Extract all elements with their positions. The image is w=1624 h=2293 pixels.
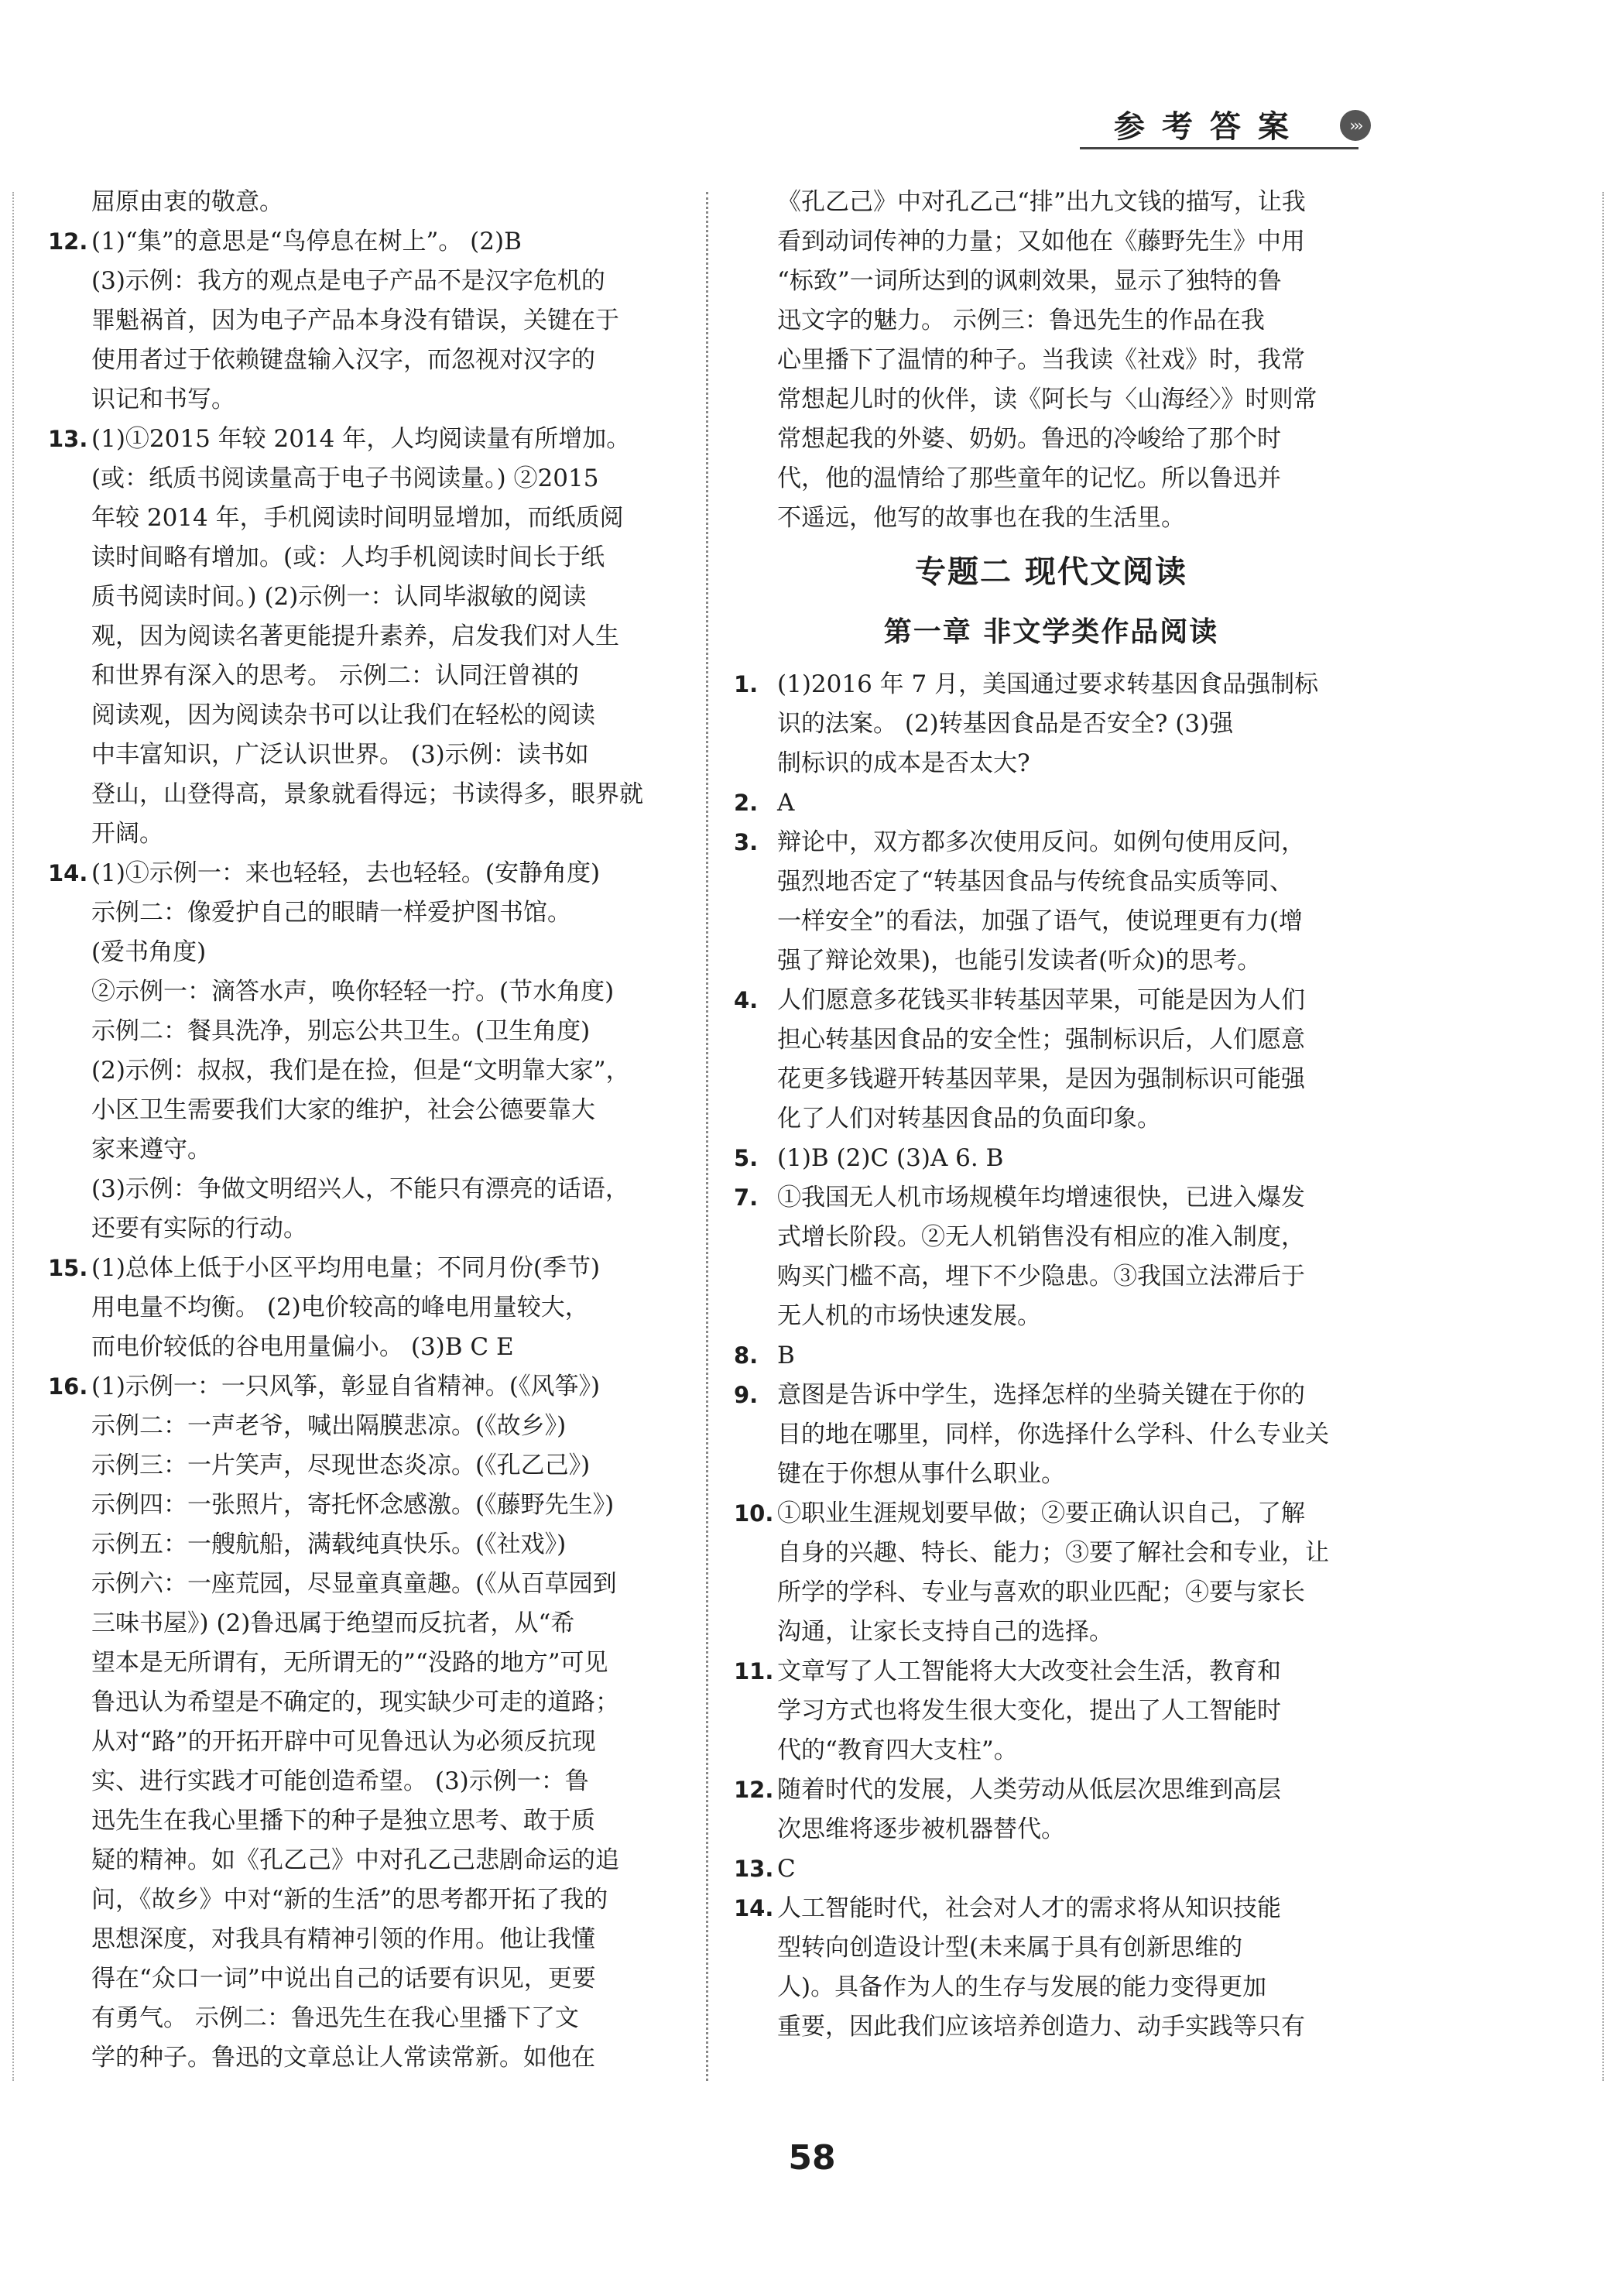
answer-line: 屈原由衷的敬意。 [91, 188, 283, 216]
answer-line: 示例五：一艘航船，满载纯真快乐。(《社戏》) [91, 1530, 567, 1558]
answer-line: (1)2016 年 7 月，美国通过要求转基因食品强制标 [777, 670, 1319, 698]
answer-number: 14. [48, 860, 88, 886]
answer-line: 人)。具备作为人的生存与发展的能力变得更加 [777, 1973, 1267, 2001]
answer-line: 键在于你想从事什么职业。 [777, 1460, 1065, 1488]
answer-number: 3. [734, 829, 759, 855]
answer-line: 制标识的成本是否太大? [777, 749, 1030, 777]
answer-number: 10. [734, 1500, 774, 1527]
answer-number: 11. [734, 1658, 774, 1685]
answer-line: 随着时代的发展，人类劳动从低层次思维到高层 [777, 1776, 1281, 1804]
answer-line: 自身的兴趣、特长、能力；③要了解社会和专业，让 [777, 1539, 1329, 1567]
answer-line: 购买门槛不高，埋下不少隐患。③我国立法滞后于 [777, 1263, 1305, 1290]
answer-line: (3)示例：争做文明绍兴人，不能只有漂亮的话语， [91, 1175, 629, 1203]
column-divider [706, 192, 708, 2081]
answer-line: (2)示例：叔叔，我们是在捡，但是“文明靠大家”， [91, 1057, 630, 1085]
left-column [48, 183, 675, 2078]
answer-line: 罪魁祸首，因为电子产品本身没有错误，关键在于 [91, 307, 619, 334]
answer-line: 人工智能时代，社会对人才的需求将从知识技能 [777, 1894, 1281, 1922]
answer-number: 12. [48, 228, 88, 255]
answer-number: 4. [734, 987, 759, 1013]
answer-item [734, 1139, 1369, 1178]
answer-line: (爱书角度) [91, 938, 207, 966]
answer-item [48, 1249, 675, 1367]
answer-item [734, 1336, 1369, 1376]
answer-line: 望本是无所谓有，无所谓无的”“没路的地方”可见 [91, 1649, 608, 1677]
answer-item [734, 981, 1369, 1139]
answer-number: 1. [734, 671, 759, 697]
section-title: 专题二 现代文阅读 [915, 554, 1187, 590]
answer-line: 花更多钱避开转基因苹果，是因为强制标识可能强 [777, 1065, 1305, 1093]
answer-line: (或：纸质书阅读量高于电子书阅读量。) ②2015 [91, 464, 599, 492]
answer-line: 观，因为阅读名著更能提升素养，启发我们对人生 [91, 622, 619, 650]
answer-line: (1)B (2)C (3)A 6. B [777, 1144, 1004, 1172]
continuation-line: 常想起我的外婆、奶奶。鲁迅的冷峻给了那个时 [777, 425, 1281, 453]
answer-line: C [777, 1855, 796, 1883]
answer-line: 鲁迅认为希望是不确定的，现实缺少可走的道路； [91, 1688, 619, 1716]
continuation-line: 常想起儿时的伙伴，读《阿长与〈山海经〉》时则常 [777, 386, 1317, 413]
answer-line: 一样安全”的看法，加强了语气，使说理更有力(增 [777, 907, 1303, 935]
continuation-line: 看到动词传神的力量；又如他在《藤野先生》中用 [777, 228, 1305, 255]
answer-line: 实、进行实践才可能创造希望。 (3)示例一：鲁 [91, 1767, 589, 1795]
answer-line: 所学的学科、专业与喜欢的职业匹配；④要与家长 [777, 1578, 1305, 1606]
answer-line: 中丰富知识，广泛认识世界。 (3)示例：读书如 [91, 741, 589, 769]
answer-line: 示例六：一座荒园，尽显童真童趣。(《从百草园到 [91, 1570, 617, 1598]
answer-line: 三味书屋》) (2)鲁迅属于绝望而反抗者，从“希 [91, 1609, 575, 1637]
answer-line: 担心转基因食品的安全性；强制标识后，人们愿意 [777, 1026, 1305, 1054]
answer-line: 沟通，让家长支持自己的选择。 [777, 1618, 1113, 1646]
answer-number: 12. [734, 1777, 774, 1803]
answer-line: ②示例一：滴答水声，唤你轻轻一拧。(节水角度) [91, 978, 615, 1006]
answer-line: 示例二：一声老爷，喊出隔膜悲凉。(《故乡》) [91, 1412, 567, 1440]
answer-line: 而电价较低的谷电用量偏小。 (3)B C E [91, 1333, 514, 1361]
answer-line: 识的法案。 (2)转基因食品是否安全? (3)强 [777, 710, 1234, 738]
answer-number: 13. [734, 1856, 774, 1882]
answer-item [734, 823, 1369, 981]
answer-line: 示例二：像爱护自己的眼睛一样爱护图书馆。 [91, 899, 571, 927]
answer-item [734, 1849, 1369, 1889]
answer-line: 登山，山登得高，景象就看得远；书读得多，眼界就 [91, 780, 643, 808]
answer-line: (1)总体上低于小区平均用电量；不同月份(季节) [91, 1254, 601, 1282]
answer-line: 还要有实际的行动。 [91, 1215, 307, 1242]
left-margin-dots [12, 192, 14, 2081]
answer-line: 家来遵守。 [91, 1136, 211, 1164]
answer-line: B [777, 1342, 795, 1369]
answer-line: (1)示例一：一只风筝，彰显自省精神。(《风筝》) [91, 1373, 601, 1400]
answer-line: (1)“集”的意思是“鸟停息在树上”。 (2)B [91, 228, 522, 255]
answer-item [734, 1652, 1369, 1770]
answer-line: 学习方式也将发生很大变化，提出了人工智能时 [777, 1697, 1281, 1725]
answer-number: 8. [734, 1342, 759, 1369]
answer-line: 人们愿意多花钱买非转基因苹果，可能是因为人们 [777, 986, 1305, 1014]
answer-line: 文章写了人工智能将大大改变社会生活，教育和 [777, 1657, 1281, 1685]
answer-item [734, 1889, 1369, 2047]
answer-item [734, 665, 1369, 783]
answer-line: 小区卫生需要我们大家的维护，社会公德要靠大 [91, 1096, 595, 1124]
answer-number: 9. [734, 1382, 759, 1408]
answer-line: 迅先生在我心里播下的种子是独立思考、敢于质 [91, 1807, 595, 1835]
header-underline [1080, 147, 1358, 149]
answer-line: ①职业生涯规划要早做；②要正确认识自己，了解 [777, 1500, 1305, 1527]
answer-line: 型转向创造设计型(未来属于具有创新思维的 [777, 1934, 1243, 1962]
answer-line: 无人机的市场快速发展。 [777, 1302, 1041, 1330]
continuation-line: 《孔乙己》中对孔乙己“排”出九文钱的描写，让我 [777, 188, 1306, 216]
right-column [734, 183, 1369, 2047]
answer-number: 16. [48, 1373, 88, 1400]
answer-line: 重要，因此我们应该培养创造力、动手实践等只有 [777, 2013, 1305, 2041]
answer-line: 年较 2014 年，手机阅读时间明显增加，而纸质阅 [91, 504, 624, 532]
answer-item [48, 420, 675, 854]
answer-item [734, 1178, 1369, 1336]
answer-line: 次思维将逐步被机器替代。 [777, 1815, 1065, 1843]
answer-line: 示例三：一片笑声，尽现世态炎凉。(《孔乙己》) [91, 1452, 591, 1479]
answer-number: 13. [48, 426, 88, 452]
header-title: 参考答案 [1114, 109, 1306, 145]
answer-line: 阅读观，因为阅读杂书可以让我们在轻松的阅读 [91, 701, 595, 729]
answer-line: 示例四：一张照片，寄托怀念感激。(《藤野先生》) [91, 1491, 615, 1519]
answer-line: 式增长阶段。②无人机销售没有相应的准入制度， [777, 1223, 1305, 1251]
answer-line: 代的“教育四大支柱”。 [777, 1736, 1018, 1764]
continuation-line: 代，他的温情给了那些童年的记忆。所以鲁迅并 [777, 464, 1281, 492]
page-header [1080, 102, 1379, 145]
answer-line: 疑的精神。如《孔乙己》中对孔乙己悲剧命运的追 [91, 1846, 619, 1874]
answer-line: 得在“众口一词”中说出自己的话要有识见，更要 [91, 1965, 596, 1993]
answer-line: 读时间略有增加。(或：人均手机阅读时间长于纸 [91, 543, 605, 571]
answer-line: 质书阅读时间。) (2)示例一：认同毕淑敏的阅读 [91, 583, 587, 611]
continuation-text [734, 183, 1369, 538]
answer-number: 14. [734, 1895, 774, 1921]
answer-line: 识记和书写。 [91, 386, 235, 413]
continuation-line: “标致”一词所达到的讽刺效果，显示了独特的鲁 [777, 267, 1282, 295]
answer-line: (3)示例：我方的观点是电子产品不是汉字危机的 [91, 267, 605, 295]
answer-line: 和世界有深入的思考。 示例二：认同汪曾祺的 [91, 662, 579, 690]
answer-line: 从对“路”的开拓开辟中可见鲁迅认为必须反抗现 [91, 1728, 596, 1756]
chapter-title: 第一章 非文学类作品阅读 [883, 616, 1219, 648]
answer-line: 强了辩论效果)，也能引发读者(听众)的思考。 [777, 947, 1262, 975]
answer-line: 用电量不均衡。 (2)电价较高的峰电用量较大， [91, 1294, 589, 1321]
answer-number: 5. [734, 1145, 759, 1171]
continuation-line: 心里播下了温情的种子。当我读《社戏》时，我常 [777, 346, 1305, 374]
right-margin-dots [1602, 192, 1604, 2081]
answer-item [734, 1376, 1369, 1494]
answer-line: 化了人们对转基因食品的负面印象。 [777, 1105, 1161, 1133]
answer-line: 辩论中，双方都多次使用反问。如例句使用反问， [777, 828, 1305, 856]
answer-line: 示例二：餐具洗净，别忘公共卫生。(卫生角度) [91, 1017, 591, 1045]
answer-line: 目的地在哪里，同样，你选择什么学科、什么专业关 [777, 1421, 1329, 1448]
answer-item [48, 854, 675, 1249]
answer-line: 意图是告诉中学生，选择怎样的坐骑关键在于你的 [777, 1381, 1305, 1409]
answer-line: 有勇气。 示例二：鲁迅先生在我心里播下了文 [91, 2004, 579, 2032]
answer-line: A [777, 789, 795, 817]
answer-line: 思想深度，对我具有精神引领的作用。他让我懂 [91, 1925, 595, 1953]
answer-number: 2. [734, 790, 759, 816]
answer-list [734, 665, 1369, 2047]
page-number: 58 [788, 2138, 836, 2178]
answer-item [734, 1494, 1369, 1652]
answer-line: 学的种子。鲁迅的文章总让人常读常新。如他在 [91, 2044, 595, 2072]
answer-item [734, 1770, 1369, 1849]
answer-item [48, 1367, 675, 2078]
answer-line: (1)①2015 年较 2014 年，人均阅读量有所增加。 [91, 425, 631, 453]
continuation-line: 不遥远，他写的故事也在我的生活里。 [777, 504, 1185, 532]
answer-item [734, 783, 1369, 823]
answer-number: 15. [48, 1255, 88, 1281]
answer-line: (1)①示例一：来也轻轻，去也轻轻。(安静角度) [91, 859, 601, 887]
answer-number: 7. [734, 1184, 759, 1211]
answer-line: 使用者过于依赖键盘输入汉字，而忽视对汉字的 [91, 346, 595, 374]
answer-line: ①我国无人机市场规模年均增速很快，已进入爆发 [777, 1184, 1305, 1212]
continuation-line: 迅文字的魅力。 示例三：鲁迅先生的作品在我 [777, 307, 1265, 334]
answer-line: 开阔。 [91, 820, 163, 848]
answer-line: 问，《故乡》中对“新的生活”的思考都开拓了我的 [91, 1886, 608, 1914]
answer-line: 强烈地否定了“转基因食品与传统食品实质等同、 [777, 868, 1293, 896]
answer-item [48, 183, 675, 222]
answer-item [48, 222, 675, 420]
double-chevron-right-icon: ››› [1340, 110, 1371, 141]
